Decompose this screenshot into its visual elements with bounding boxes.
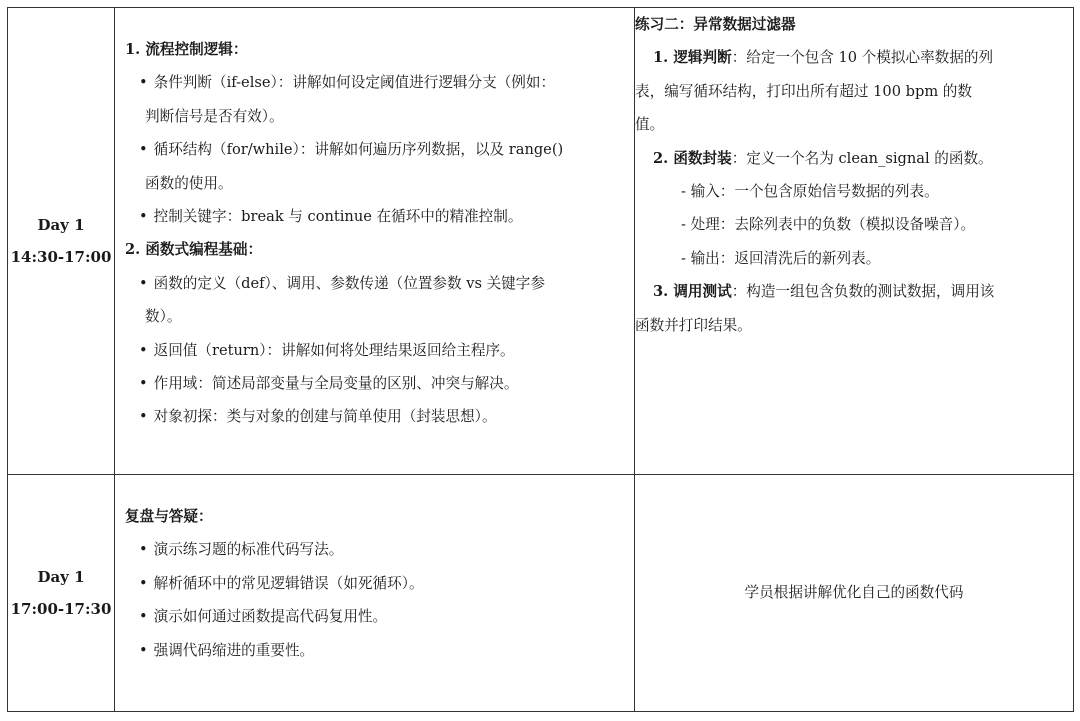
exercise-substep: - 输出：返回清洗后的新列表。 (681, 249, 881, 267)
content-cell-2 (115, 475, 635, 712)
schedule-row-2 (8, 475, 1074, 712)
practice-cell-2 (635, 475, 1074, 712)
list-item-text: 演示练习题的标准代码写法。 (153, 541, 344, 559)
list-item-continuation: 判断信号是否有效）。 (145, 107, 284, 125)
list-item-text: 条件判断（if-else）：讲解如何设定阈值进行逻辑分支（例如： (153, 74, 556, 92)
practice-cell-1 (635, 8, 1074, 475)
bullet-mark: • (139, 641, 148, 659)
section-title-functions: 2. 函数式编程基础： (125, 241, 263, 259)
list-item-text: 解析循环中的常见逻辑错误（如死循环）。 (153, 574, 424, 592)
bullet-mark: • (139, 375, 148, 393)
bullet-mark: • (139, 274, 148, 292)
schedule-table (7, 7, 1074, 712)
bullet-mark: • (139, 574, 148, 592)
exercise-substep: - 处理：去除列表中的负数（模拟设备噪音）。 (681, 216, 976, 234)
time-range: 14:30-17:00 (10, 248, 112, 266)
exercise-step-label: 1. 逻辑判断 (653, 49, 732, 67)
bullet-mark: • (139, 74, 148, 92)
list-item-text: 演示如何通过函数提高代码复用性。 (153, 608, 388, 626)
list-item-text: 作用域：简述局部变量与全局变量的区别、冲突与解决。 (153, 375, 519, 393)
list-item (125, 367, 626, 400)
list-item (125, 600, 626, 633)
list-item (125, 267, 626, 300)
exercise-step (635, 41, 1073, 74)
time-cell-1 (8, 8, 115, 475)
list-item (125, 133, 626, 166)
exercise-step-continuation: 值。 (635, 116, 665, 134)
day-label: Day 1 (37, 568, 85, 586)
exercise-step-continuation: 函数并打印结果。 (635, 316, 752, 334)
list-item (125, 66, 626, 99)
exercise-step-text: ：构造一组包含负数的测试数据，调用该 (731, 283, 995, 301)
list-item (125, 334, 626, 367)
list-item-continuation: 数）。 (145, 308, 182, 326)
bullet-mark: • (139, 141, 148, 159)
list-item-text: 返回值（return）：讲解如何将处理结果返回给主程序。 (153, 341, 515, 359)
list-item (125, 634, 626, 667)
exercise-step-label: 3. 调用测试 (653, 283, 732, 301)
section-title-flow-control: 1. 流程控制逻辑： (125, 41, 248, 58)
bullet-mark: • (139, 341, 148, 359)
list-item-text: 循环结构（for/while）：讲解如何遍历序列数据，以及 range() (153, 141, 564, 159)
list-item-continuation: 函数的使用。 (145, 174, 233, 192)
exercise-step (635, 142, 1073, 175)
schedule-row-1 (8, 8, 1074, 475)
exercise-step-continuation: 表，编写循环结构，打印出所有超过 100 bpm 的数 (635, 82, 972, 100)
day-label: Day 1 (37, 216, 85, 234)
list-item-text: 对象初探：类与对象的创建与简单使用（封装思想）。 (153, 408, 497, 426)
list-item-text: 函数的定义（def）、调用、参数传递（位置参数 vs 关键字参 (153, 274, 545, 292)
content-cell-1 (115, 8, 635, 475)
time-cell-2 (8, 475, 115, 712)
bullet-mark: • (139, 541, 148, 559)
list-item-text: 控制关键字：break 与 continue 在循环中的精准控制。 (153, 208, 523, 226)
list-item (125, 200, 626, 233)
exercise-step-text: ：给定一个包含 10 个模拟心率数据的列 (731, 49, 994, 67)
time-range: 17:00-17:30 (10, 600, 112, 618)
exercise-step (635, 275, 1073, 308)
list-item (125, 567, 626, 600)
section-title-review: 复盘与答疑： (125, 508, 213, 525)
exercise-step-text: ：定义一个名为 clean_signal 的函数。 (731, 149, 993, 167)
exercise-step-label: 2. 函数封装 (653, 149, 732, 167)
bullet-mark: • (139, 408, 148, 426)
practice-note: 学员根据讲解优化自己的函数代码 (744, 584, 964, 602)
exercise-substep: - 输入：一个包含原始信号数据的列表。 (681, 183, 939, 201)
exercise-title: 练习二：异常数据过滤器 (635, 16, 796, 33)
list-item (125, 400, 626, 433)
bullet-mark: • (139, 208, 148, 226)
list-item-text: 强调代码缩进的重要性。 (153, 641, 315, 659)
bullet-mark: • (139, 608, 148, 626)
list-item (125, 533, 626, 566)
